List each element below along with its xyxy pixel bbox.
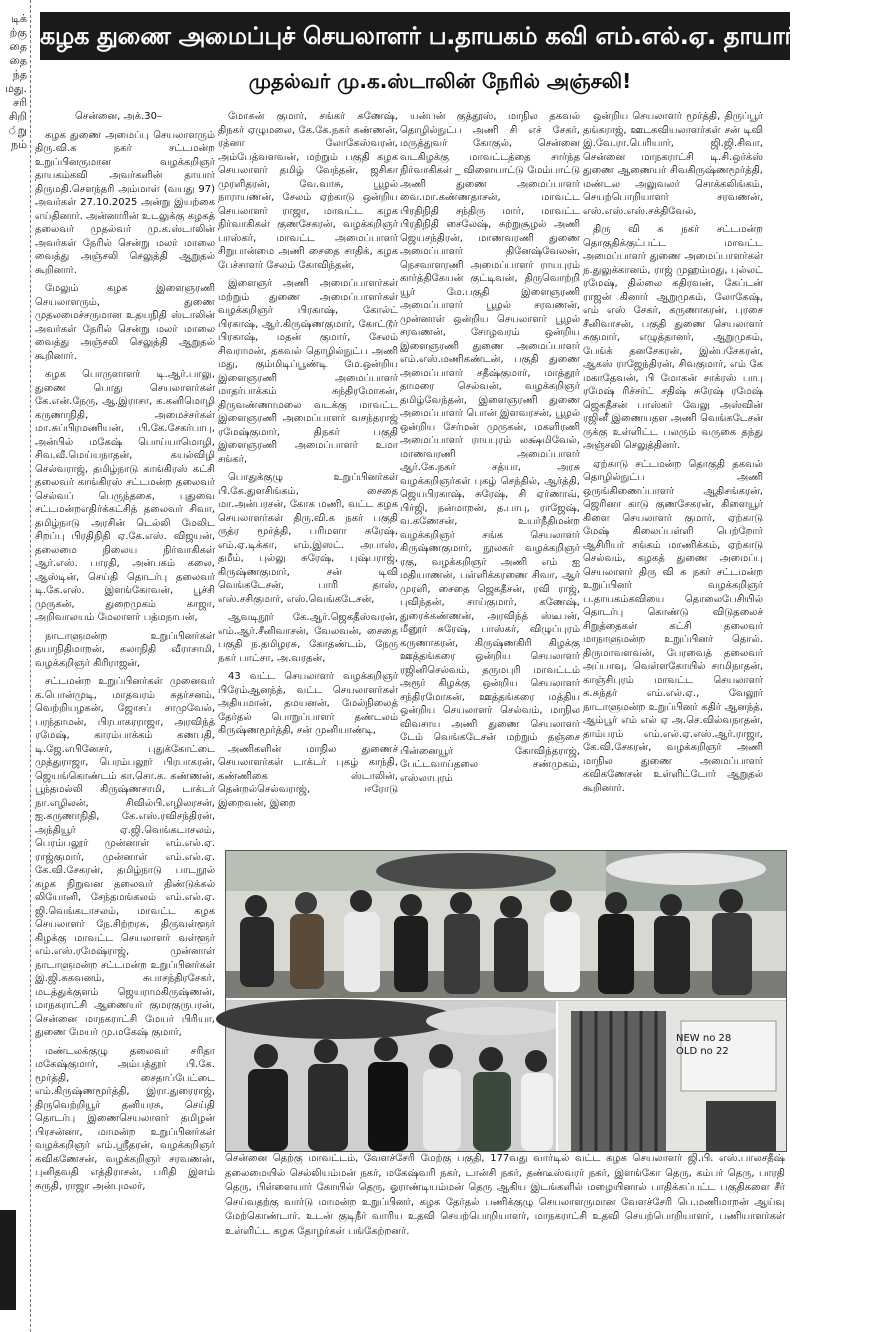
edge-fragment: ்று: [8, 124, 27, 137]
paragraph: சட்டமன்ற உறுப்பினர்கள் முனைவர் க.பொன்முடி, மாதவரம் சுதர்சனம், வெற்றியழகன், ஜோசப் சாமுவேல், பரந்தாமன், பிரபாகரராஜா, அரவிந்த் ரமேஷ், காரம்பாக்கம் கணபதி, டி.ஜே.எபினேசர், புதுக்கோட்டை முத்துராஜா, பெரம்பலூர் பிரபாகரன், ஜெயங்கொண்டம் கா.சொ.க. கண்ணன், பூந்தமல்லி கிருஷ்ணசாமி, டாக்டர் நா.எழிலன், சிவில்பி.எழிலரசன், ஐ.கருணாநிதி, கே.எஸ்.ரவிசந்திரன், அந்தியூர் ஏ.ஜி.வெங்கடாசலம், பெரம்பலூர் முன்னாள் எம்.எல்.ஏ. ராஜ்குமார், முன்னாள் எம்.எல்.ஏ. கே.வி.சேகரன், தமிழ்நாடு பாடநூல் கழக நிறுவன தலைவர் திண்டுக்கல் லியோனி, சேந்தமங்கலம் எம்.எல்.ஏ. ஜி.வெங்கடாசலம், மாவட்ட கழக செயலாளர் நே.சிற்றரசு, திருவள்ளூர் கிழக்கு மாவட்ட செயலாளர் வள்ளூர் எம்.எஸ்.ரமேஷ்ராஜ், முன்னாள் நாடாளுமன்ற சட்டமன்ற உறுப்பினர்கள் இ.ஜி.சுகவனம், சுபாசந்திரசேகர், மடத்துக்குளம் ஜெயராமகிருஷ்ணன், மாநகராட்சி ஆணையர் குமரகுருபரன், சென்னை மாநகராட்சி மேயர் பிரியா, துணை மேயர் மு.மகேஷ் குமார்,: [35, 676, 215, 1038]
paragraph: யன்பன் குத்தூஸ், மாநில தகவல் தொழில்நுட்ப அணி சி எச் சேகர், மருத்துவர் கோகுல், சென்னை வடகிழக்கு மாவட்டத்தை சார்ந்த நிர்வாகிகள் _ விளையாட்டு மேம்பாட்டு அணி துணை அமைப்பாளர் வை.மா.கண்ணதாசன், மாவட்ட பிரதிநிதி சந்திரு மார், மாவட்ட பிரதிநிதி சைலேஷ், சுற்றுசூழல் அணி ஜெயசந்திரன், மாணவரணி துணை அமைப்பாளர் தினேஷ்வேலன், நெசவாளரணி அமைப்பாளர் ராயபுரம் கார்த்திகேயன் குட்டிவன், திருவொற்றி யூர் மே.பகுதி இளைஞரணி அமைப்பாளர் பூழல் சரவணன், முன்னாள் ஒன்றிய செயலாளர் பூழல் சரவணன், சோழவரம் ஒன்றிய இளைஞரணி துணை அமைப்பாளர் எம்.எஸ்.மணிகண்டன், பகுதி துணை அமைப்பாளர் சதீஷ்குமார், மாத்தூர் தாமரை செல்வன், வழக்கறிஞர் தமிழ்வேந்தன், இளைஞரணி துணை அமைப்பாளர் பொன் இளவரசன், பூழல் ஒன்றிய சேர்மன் முருகன், மகளிரணி அமைப்பாளர் ராயபுரம் லக்ஷ்மிவேல், மாணவரணி அமைப்பாளர் ஆர்.கே.நகர் சத்யா, அரசு வழக்கறிஞர்கள் புகழ் செந்தில், ஆர்த்தி, ஜெயபிரகாஷ், சுரேஷ், சி ஏர்ணாவ், பிர்ஜி, நன்மாறன், த.பாபு, ராஜேஷ், வ.கணேசன், உயர்நீதிமன்ற வழக்கறிஞர் சங்க செயலாளர் கிருஷ்ணகுமார், நூலகர் வழக்கறிஞர் ரகு, வழக்கறிஞர் அணி எம் ஐ மதியாணன், பள்ளிக்கரணை சிவா, ஆர் முரளி, சைதை ஜெகதீசன், ரவி ராஜ், புவிந்தன், சாய்குமார், கணேஷ், துரைக்கண்ணன், அரவிந்த் ஸ்டீபன், மீனூர் சுரேஷ், பாஸ்கர், விழுப்புரம் கருணாகரன், கிருஷ்ணகிரி கிழக்கு ஊத்தங்கரை ஒன்றிய செயலாளர் ரஜினிசெல்வம், தருமபுரி மாவட்டம் அரூர் கிழக்கு ஒன்றிய செயலாளர் சந்திரமோகன், ஊத்தங்கரை மத்திய ஒன்றிய செயலாளர் செல்வம், மாநில விவசாய அணி துணை செயலாளர் டேம் வெங்கடேசன் மற்றும் தஞ்சை பின்னையூர் கோவிந்தராஜ், பேட்டவாய்தலை சண்முகம், எஸ்லாபுரம்: [400, 111, 580, 784]
edge-fragment: தை: [9, 54, 27, 67]
bottom-left-photo: [216, 999, 566, 1151]
headline: கழக துணை அமைப்புச் செயலாளர் ப.தாயகம் கவி எம்.எல்.ஏ. தாயார் மறைவு!: [40, 12, 790, 60]
subheadline: முதல்வர் மு.க.ஸ்டாலின் நேரில் அஞ்சலி!: [248, 69, 632, 93]
edge-fragment: ந்த: [12, 68, 27, 81]
paragraph: மேலும் கழக இளைஞரணி செயலாளரும், துணை முதலமைச்சருமான உதயநிதி ஸ்டாலின் அவர்கள் நேரில் சென்று மலர் மாலை வைத்து அஞ்சலி செலுத்தி ஆறுதல் கூறினார்.: [35, 283, 215, 362]
paragraph: ஒன்றிய செயலாளர் மூர்த்தி, திருப்பூர் தங்கராஜ், ஊடகவியலாளர்கள் சன் டிவி இ.வே.ரா.பெரியார், ஜி.ஜி.சிவா, சென்னை மாநகராட்சி டி.சி.ஒர்க்ஸ் துணை ஆணையர் சிவகிருஷ்ணமூர்த்தி, மண்டல அலுவலர் சொக்கலிங்கம், செயற்பொறியாளர் சரவணன், எஸ்.எஸ்.எஸ்.சக்திவேல்,: [583, 111, 763, 217]
paragraph: அணிகளின் மாநில துணைச் செயலாளர்கள் டாக்டர் புகழ் காந்தி, கண்ணிகை ஸ்டாலின், தென்றல்செல்வராஜ், ஈரோடு இறைவன், இறை: [218, 743, 398, 809]
edge-fragment: டிக்: [11, 12, 27, 25]
edge-dark-block: [0, 1210, 16, 1310]
paragraph: மண்டலக்குழு தலைவர் சரிதா மகேஷ்குமார், அம்பத்தூர் பி.கே. மூர்த்தி, சைதாப்பேட்டை எம்.கிருஷ்ணமூர்த்தி, இரா.துரைராஜ், திருவெற்றியூர் தனியரசு, செய்தி தொடர்பு இணைசெயலாளர் தமிழன் பிரசன்னா, மாமன்ற உறுப்பினர்கள் வழக்கறிஞர் எம்.ஸ்ரீதரன், வழக்கறிஞர் கவிகணேசன், வழக்கறிஞர் சரவணன், புனிதவதி எத்திராசன், பரிதி இளம் சுருதி, ராஜா அன்புமலர்,: [35, 1045, 215, 1192]
edge-fragment: தை: [9, 40, 27, 53]
paragraph: மோகன் குமார், சங்கர் கணேஷ், திநகர் ஏழுமலை, கே.கே.நகர் கண்ணன், ரத்னா லோகேஸ்வரன், அம்பேத்வளவன், மற்றும் பகுதி கழக செயலாளர் தமிழ் வேந்தன், ஜசிகா முரளிதரன், வே.வாசு, பூழல் நாராயணன், சேலம் ஏற்காடு ஒன்றிய செயலாளர் ராஜா, மாவட்ட கழக நிர்வாகிகள் குணசேகரன், வழக்கறிஞர் பாஸ்கர், மாவட்ட அமைப்பாளர் சிறுபான்மை அணி சைதை சாதிக், கழக பேச்சாளர் சேலம் கோவிந்தன்,: [218, 111, 398, 271]
photo-caption: சென்னை தெற்கு மாவட்டம், வேளச்சேரி மேற்கு பகுதி, 177வது வார்டில் வட்ட கழக செயலாளர் ஜி.பி. எஸ்.பாலசதீஷ் தலைமையில் செல்லியம்மன் நகர், மகேஷ்வரி நகர், டான்சி நகர், தண்டீஸ்வரர் நகர், இளங்கோ தெரு, கம்பர் தெரு, பாரதி தெரு, பிள்ளையார் கோயில் தெரு, ஓராண்டியம்மன் தெரு ஆகிய இடங்களில் மழையினால் பாதிக்கப்பட்ட பகுதிகளை சீர் செய்வதற்கு வார்டு மாமன்ற உறுப்பினர், கழக தேர்தல் பணிக்குழு செயலாளருமான வேளச்சேரி பெ.மணிமாறன் ஆய்வு மேற்கொண்டார். உடன் குடிநீர் வாரிய உதவி செயற்பொறியாளர், மாநகராட்சி உதவி செயற்பொறியாளர், பணியாளர்கள் உள்ளிட்ட கழக தோழர்கள் பங்கேற்றனர்.: [225, 1153, 785, 1237]
paragraph: கழக துணை அமைப்பு செயலாளரும் திரு.வி.க நகர் சட்டமன்ற உறுப்பினருமான வழக்கறிஞர் தாயகம்கவி அவர்களின் தாயார் திருமதி.சௌந்தரி அம்மாள் (வயது 97) அவர்கள் 27.10.2025 அன்று இயற்கை எய்தினார். அன்னாரின் உடலுக்கு கழகத் தலைவர் முதல்வர் மு.க.ஸ்டாலின் அவர்கள் நேரில் சென்று மலர் மாலை வைத்து அஞ்சலி செலுத்தி ஆறுதல் கூறினார்.: [35, 129, 215, 276]
article-column-1: [35, 110, 215, 1322]
edge-fragment: சிறி: [8, 110, 27, 123]
article-column-2: [218, 110, 398, 844]
door-number-old: OLD no 22: [676, 1046, 729, 1057]
edge-fragment: நம்: [11, 138, 27, 151]
paragraph: கழக பொருளாளர் டி.ஆர்.பாலு, துணை பொது செயலாளர்கள் கே.என்.நேரு, ஆ.இராசா, க.கனிமொழி கருணாநிதி, அமைச்சர்கள் மா.சுப்பிரமணியன், பி.கே.சேகர்பாபு, அன்பில் மகேஷ் பொய்யாமொழி, சிவ.வீ.மெய்யநாதன், கயல்விழி செல்வராஜ், தமிழ்நாடு காங்கிரஸ் கட்சி தலைவர் காங்கிரஸ் சட்டமன்ற தலைவர் செல்வப் பெருந்தகை, புதுவை சட்டமன்றஎதிர்க்கட்சித் தலைவர் சிவா, தமிழ்நாடு அரசின் டெல்லி மேலிட சிறப்பு பிரதிநிதி ஏ.கே.எஸ். விஜயன், தலைமை நிலைய நிர்வாகிகள் ஆர்.எஸ். பாரதி, அன்பகம் கலை, ஆஸ்டின், செய்தி தொடர்பு தலைவர் டி.கே.எஸ். இளங்கோவன், பூச்சி முருகன், துறைமுகம் காஜா, அறிவாலயம் மேலாளர் பத்மநாபன்,: [35, 369, 215, 623]
dateline: சென்னை, அக்.30–: [75, 111, 162, 122]
adjacent-article-edge: [0, 0, 31, 1332]
paragraph: பொதுக்குழு உறுப்பினர்கள் பி.கே.துளசிங்கம், சைதை மா.அன்பரசன், கோக மணி, வட்ட கழக செயலாளர்கள் திரு.வி.க நகர் பகுதி ருத்ர மூர்த்தி, பரிமளா சுரேஷ், எம்.ஏ.டிக்கா, எம்.இஸட். அபாஸ், தமீம், புல்லு சுரேஷ், புஷ்பராஜ், கிருஷ்ணகுமார், சன் டிவி வெங்கடேசன், பாரி தாஸ், எஸ்.சசிகுமார், எஸ்.வெங்கடேசன்,: [218, 472, 398, 605]
paragraph: ஆவடிநூர் கே.ஆர்.ஜெகதீஸ்வரன், எம்.ஆர்.சீனிவாசன், வேலவன், சைதை பகுதி ந.தமிழரசு, கோதண்டம், நேரு நகர் பாட்சா, அ.வரதன்,: [218, 612, 398, 664]
edge-fragment: ற்கு: [9, 26, 27, 39]
inspection-photo-collage: [225, 850, 787, 1152]
bottom-right-photo: [558, 1001, 786, 1151]
top-photo: [226, 851, 786, 1000]
door-number-new: NEW no 28: [676, 1033, 732, 1044]
paragraph: இளைஞர் அணி அமைப்பாளர்கள் மற்றும் துணை அமைப்பாளர்கள் வழக்கறிஞர் பிரகாஷ், கோல்ட் பிரகாஷ், ஆர்.கிருஷ்ணகுமார், கோட்டூர் பிரகாஷ், மதன் குமார், சேலம் சிவராமன், தகவல் தொழில்நுட்ப அணி மது, கும்மிடிப்பூண்டி மே.ஒன்றிய இளைஞரணி அமைப்பாளர் மாதர்பாக்கம் சுந்திரமோகன், திருவண்ணாமலை வடக்கு மாவட்ட இளைஞரணி அமைப்பாளர் வசந்தராஜ் ரமேஷ்குமார், திநகர் பகுதி இளைஞரணி அமைப்பாளர் உமா சங்கர்,: [218, 278, 398, 465]
photo-illustration: [226, 851, 786, 1151]
paragraph: நாடாளுமன்ற உறுப்பினர்கள் தயாநிதிமாறன், கலாநிதி வீராசாமி, வழக்கறிஞர் கிரிராஜன்,: [35, 630, 215, 669]
paragraph: ஏற்காடு சட்டமன்ற தொகுதி தகவல் தொழில்நுட்ப அணி ஒருங்கிணைப்பாளர் ஆதிசங்கரன், ஜெரினா காடு குணசேகரன், கிளையூர் கிளை செயலாளர் குமார், ஏற்காடு மேஷ் கிலைப்பள்ளி பெற்றோர் ஆசிரியர் சங்கம் மாணிக்கம், ஏற்காடு செல்வம், கழகத் துணை அமைப்பு செயலாளர் திரு வி க நகர் சட்டமன்ற உறுப்பினர் வழக்கறிஞர் ப.தாயகம்கவியை தொலைபேசியில் தொடர்பு கொண்டு விடுதலைச் சிறுத்தைகள் கட்சி தலைவர் மாநாளுமன்ற உறுப்பினர் தொல். திருமாவளவன், பேரவைத் தலைவர் அப்பாவு, வெள்ளகோயில் சாமிநாதன், காஞ்சிபுரம் மாவட்ட செயலாளர் க.சுந்தர் எம்.எல்.ஏ., வேலூர் நாடாளுமன்ற உறுப்பினர் கதிர் ஆனந்த், ஆம்பூர் எம் எல் ஏ அ.செ.வில்வநாதன், தாம்பரம் எம்.எல்.ஏ.எஸ்.ஆர்.ராஜா, கே.வி.சேகரன், வழக்கறிஞர் அணி மாநில துணை அமைப்பாளர் கவிகணேசன் உள்ளிட்டோர் ஆறுதல் கூறினார்.: [583, 458, 763, 794]
article-column-3: [400, 110, 580, 844]
article-column-4: [583, 110, 763, 844]
paragraph: 43 வட்ட செயலாளர் வழக்கறிஞர் பிரேம்ஆனந்த், வட்ட செயலாளர்கள் அதியமான், தமயனன், மேல்நிலைத் தேர்தல் பொறுப்பாளர் தண்டலம் கிருஷ்ணமூர்த்தி, சன் முனியாண்டி,: [218, 671, 398, 736]
edge-fragment: சரி: [12, 96, 27, 109]
paragraph: திரு வி க நகர் சட்டமன்ற தொகுதிக்குட்பட்ட மாவட்ட அமைப்பாளர் துணை அமைப்பாளர்கள் ந.துலுக்கானம், ராஜ் முஹம்மது, புல்லட் ரமேஷ், தில்லை கதிரவன், கேப்டன் ராஜன் கினார் ஆறுமுகம், லோகேஷ், எம் எஸ் சேகர், கருணாகரன், புரசை சீனிவாசன், பகுதி துணை செயலாளர் சுகுமார், எழுத்தானர், ஆறுமுகம், பேங்க் தனசேகரன், இன்பசேகரன், ஆகஸ் ராஜேந்திரன், சிவகுமார், எம் கே மகாதேவன், பி மோகன் சாக்ரஸ் பாபு ரமேஷ் ரிச்சர்ட் சதிஷ் சுரேஷ் ரமேஷ் ஜெகதீசன் பாஸ்கர் வேலு அஸ்வின் ரஜினீ இணையதள அணி வெங்கடேசன் ருக்கு உள்ளிட்ட பலரும் வருகை தந்து அஞ்சலி செலுத்தினர்.: [583, 224, 763, 451]
edge-fragment: மது.: [5, 82, 27, 95]
